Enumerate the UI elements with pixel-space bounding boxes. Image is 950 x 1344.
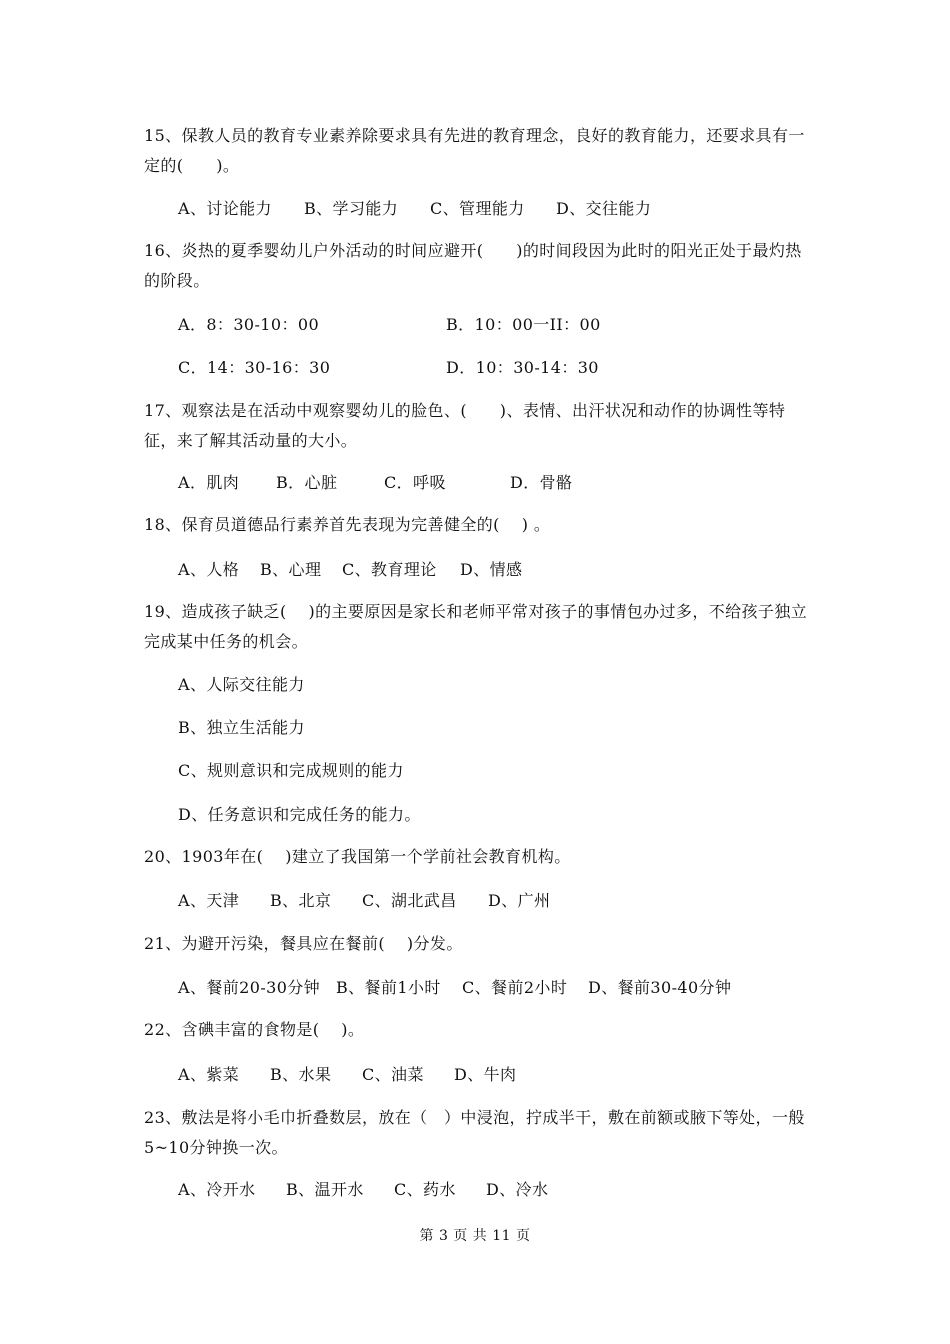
q21-option-c: C、餐前2小时 <box>462 978 568 997</box>
question-22-stem: 22、含碘丰富的食物是( )。 <box>144 1020 365 1039</box>
question-18-stem: 18、保育员道德品行素养首先表现为完善健全的( ) 。 <box>144 515 551 534</box>
q21-option-a: A、餐前20-30分钟 <box>178 978 321 997</box>
q15-option-b: B、学习能力 <box>304 199 399 218</box>
q19-option-a: A、人际交往能力 <box>178 675 305 694</box>
q16-option-b: B．10：00一II：00 <box>446 315 601 334</box>
q16-option-c: C．14：30-16：30 <box>178 358 331 377</box>
question-21-options <box>178 977 731 999</box>
q19-option-d: D、任务意识和完成任务的能力。 <box>178 805 421 824</box>
q18-option-b: B、心理 <box>260 560 322 579</box>
question-16-stem: 16、炎热的夏季婴幼儿户外活动的时间应避开( )的时间段因为此时的阳光正处于最灼热的阶段。 <box>144 241 802 290</box>
q23-option-c: C、药水 <box>394 1180 456 1199</box>
q20-option-c: C、湖北武昌 <box>362 891 457 910</box>
q21-option-b: B、餐前1小时 <box>336 978 441 997</box>
q17-option-a: A．肌肉 <box>178 473 240 492</box>
q21-option-d: D、餐前30-40分钟 <box>588 978 732 997</box>
question-20-stem: 20、1903年在( )建立了我国第一个学前社会教育机构。 <box>144 847 571 866</box>
q18-option-d: D、情感 <box>460 560 523 579</box>
q17-option-b: B．心脏 <box>276 473 338 492</box>
question-16-options-row1 <box>178 314 601 336</box>
q16-option-d: D．10：30-14：30 <box>446 358 599 377</box>
q23-option-d: D、冷水 <box>486 1180 549 1199</box>
question-15-options <box>178 198 651 220</box>
question-17-options <box>178 472 572 494</box>
question-15-stem: 15、保教人员的教育专业素养除要求具有先进的教育理念，良好的教育能力，还要求具有一定的( )。 <box>144 126 805 175</box>
question-20-options <box>178 890 550 912</box>
q15-option-d: D、交往能力 <box>556 199 652 218</box>
q20-option-b: B、北京 <box>270 891 332 910</box>
q19-option-b: B、独立生活能力 <box>178 718 305 737</box>
question-16-options-row2 <box>178 357 599 379</box>
q22-option-d: D、牛肉 <box>454 1065 517 1084</box>
q19-option-c: C、规则意识和完成规则的能力 <box>178 761 404 780</box>
q23-option-b: B、温开水 <box>286 1180 364 1199</box>
q22-option-a: A、紫菜 <box>178 1065 240 1084</box>
question-17-stem: 17、观察法是在活动中观察婴幼儿的脸色、( )、表情、出汗状况和动作的协调性等特征，来了解其活动量的大小。 <box>144 401 786 450</box>
q20-option-d: D、广州 <box>488 891 551 910</box>
q22-option-b: B、水果 <box>270 1065 332 1084</box>
q18-option-c: C、教育理论 <box>342 560 437 579</box>
q20-option-a: A、天津 <box>178 891 240 910</box>
question-21-stem: 21、为避开污染，餐具应在餐前( )分发。 <box>144 934 463 953</box>
q22-option-c: C、油菜 <box>362 1065 424 1084</box>
q23-option-a: A、冷开水 <box>178 1180 256 1199</box>
q18-option-a: A、人格 <box>178 560 240 579</box>
q17-option-d: D．骨骼 <box>510 473 573 492</box>
q17-option-c: C．呼吸 <box>384 473 446 492</box>
q15-option-c: C、管理能力 <box>430 199 525 218</box>
q15-option-a: A、讨论能力 <box>178 199 272 218</box>
question-22-options <box>178 1064 516 1086</box>
q16-option-a: A．8：30-10：00 <box>178 315 320 334</box>
question-18-options <box>178 559 522 581</box>
page-number-footer: 第 3 页 共 11 页 <box>419 1228 531 1244</box>
question-19-stem: 19、造成孩子缺乏( )的主要原因是家长和老师平常对孩子的事情包办过多，不给孩子独立完成某中任务的机会。 <box>144 602 808 651</box>
question-23-stem: 23、敷法是将小毛巾折叠数层，放在（ ）中浸泡，拧成半干，敷在前额或腋下等处，一般5~10分钟换一次。 <box>144 1108 805 1157</box>
question-23-options <box>178 1179 548 1201</box>
